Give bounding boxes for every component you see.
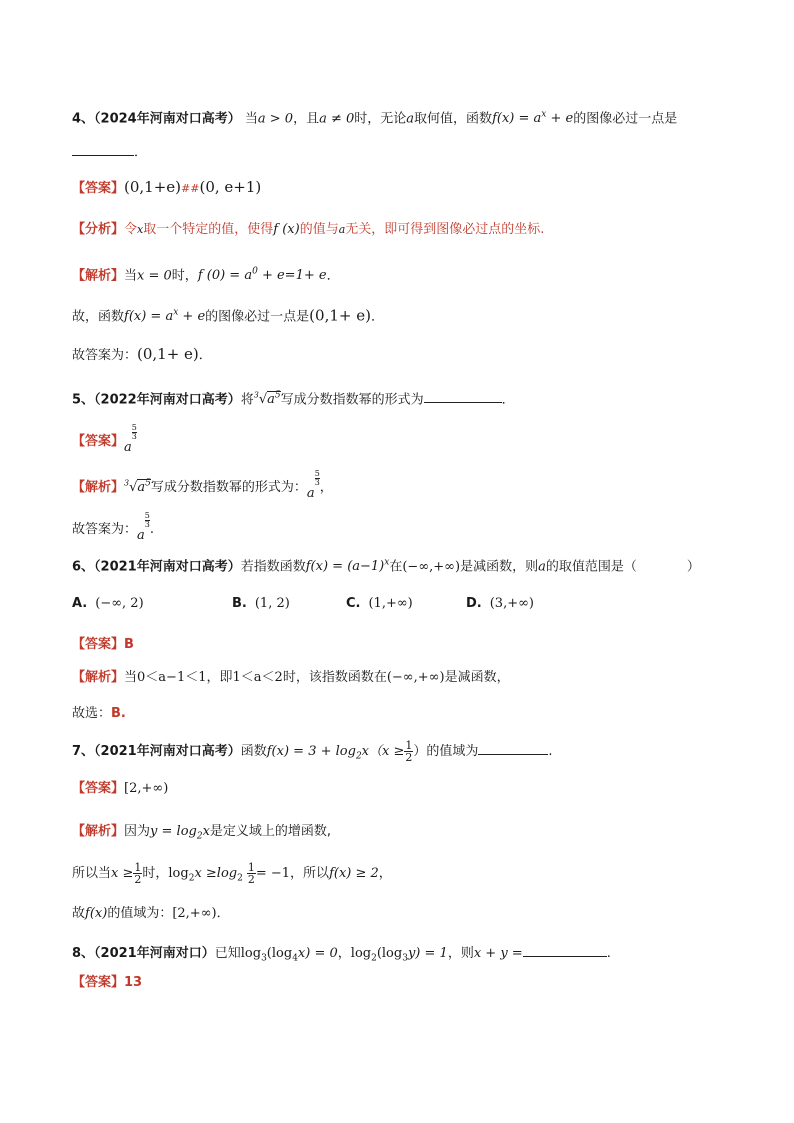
answer-label: 【答案】	[72, 975, 125, 990]
solution-text: 当	[124, 670, 138, 685]
question-text: ，则	[447, 946, 474, 961]
option-b[interactable]: B. (1, 2)	[232, 596, 290, 611]
solution-label: 【解析】	[72, 824, 125, 839]
solution-text: 是定义域上的增函数,	[209, 824, 332, 839]
final-answer-row	[72, 343, 734, 367]
options-row	[72, 593, 734, 615]
math-expression: (0,1+ e)	[309, 306, 371, 325]
radical-expression: $^3√a^5$	[253, 391, 281, 408]
answer-blank	[523, 942, 607, 957]
answer-value: [2,+∞)	[124, 781, 169, 796]
math-expression: 1＜a＜2	[232, 670, 283, 685]
answer-blank	[424, 388, 502, 403]
math-expression: (−∞,+∞)	[402, 559, 461, 575]
answer-row	[72, 634, 734, 656]
fraction: $\frac{1}{2}$	[405, 739, 413, 764]
solution-row	[72, 302, 734, 328]
solution-text: 时，	[142, 866, 169, 881]
answer-row	[72, 972, 734, 994]
answer-value: B	[124, 637, 134, 652]
math-expression: f(x) ≥ 2	[329, 866, 379, 881]
analysis-label: 【分析】	[72, 222, 125, 237]
solution-text: 写成分数指数幂的形式为：	[150, 480, 307, 495]
math-expression: （x ≥	[369, 744, 405, 759]
final-answer-row	[72, 512, 734, 547]
math-expression: $f(x) = (a-1)^x$	[305, 558, 390, 575]
math-expression: (−∞,+∞)	[386, 670, 445, 685]
punctuation: ．	[326, 268, 340, 284]
analysis-text: 的值与	[299, 222, 339, 237]
solution-text: 的图像必过一点是	[205, 309, 310, 325]
punctuation: ．	[198, 348, 212, 363]
punctuation: ．	[134, 145, 148, 160]
question-number: 8、	[72, 946, 95, 961]
math-expression: f $(0) = a^0 + e=1+ e$	[197, 267, 327, 284]
final-answer-text: 故	[72, 906, 86, 921]
solution-row	[72, 862, 734, 890]
math-expression: x + y =	[473, 946, 523, 961]
math-expression: a > 0	[257, 111, 294, 127]
question-text: 的值域为	[426, 744, 479, 759]
question-6	[72, 552, 734, 578]
question-number: 6、	[72, 559, 95, 575]
math-expression: ）	[413, 744, 427, 759]
punctuation: ．	[216, 906, 230, 921]
math-expression: $\log_3(\log_4x) = 0$	[240, 946, 338, 964]
question-source: （2024年河南对口高考）	[94, 111, 241, 127]
final-answer-text: 故答案为：	[72, 522, 138, 537]
math-expression: a ≠ 0	[319, 111, 355, 127]
solution-row	[72, 667, 734, 689]
question-text: 已知	[214, 946, 241, 961]
math-expression: $f(x) = a^x + e$	[124, 308, 206, 325]
solution-label: 【解析】	[72, 480, 125, 495]
solution-row	[72, 821, 734, 848]
punctuation: ，	[378, 866, 392, 881]
final-answer-row	[72, 903, 734, 925]
math-expression: $y = \log_2x$	[150, 824, 210, 842]
math-expression: a	[306, 486, 315, 501]
question-text: 在	[389, 559, 403, 575]
question-text: 函数	[240, 744, 267, 759]
question-text: 的取值范围是（	[545, 559, 637, 575]
math-expression: $f(x) = 3 + \log_2x$	[266, 744, 370, 762]
final-answer-text: 故选：	[72, 706, 112, 721]
solution-text: 所以当	[72, 866, 112, 881]
question-5	[72, 385, 734, 411]
math-expression: x ≥	[111, 866, 134, 881]
solution-row	[72, 261, 734, 287]
math-expression: f(x)	[85, 906, 108, 921]
analysis-row	[72, 219, 734, 241]
math-expression: f (x)	[273, 222, 300, 237]
answer-label: 【答案】	[72, 781, 125, 796]
solution-text: 当	[124, 268, 138, 284]
punctuation: ，	[319, 480, 333, 495]
solution-row	[72, 470, 734, 505]
fraction: $\frac{1}{2}$	[247, 861, 255, 886]
question-text: 若指数函数	[240, 559, 306, 575]
solution-text: ，即	[206, 670, 233, 685]
punctuation: .	[606, 946, 611, 961]
math-expression: $\log_2(\log_3y) = 1$	[350, 946, 448, 964]
answer-row	[72, 778, 734, 800]
answer-separator: ##	[181, 182, 200, 195]
solution-text: 故，函数	[72, 309, 125, 325]
option-a[interactable]: A. (−∞, 2)	[72, 596, 144, 611]
question-text: 将	[240, 392, 254, 408]
answer-blank	[72, 141, 134, 156]
question-source: （2022年河南对口高考）	[94, 392, 241, 408]
solution-label: 【解析】	[72, 268, 125, 284]
analysis-text: 取一个特定的值，使得	[143, 222, 274, 237]
final-answer-text: 的值域为：	[107, 906, 173, 921]
answer-blank-line	[72, 141, 734, 164]
final-answer-text: 故答案为：	[72, 348, 138, 363]
math-expression: x = 0	[137, 268, 172, 284]
question-4	[72, 104, 734, 130]
option-d[interactable]: D. (3,+∞)	[466, 596, 535, 611]
question-text: ）	[686, 559, 700, 575]
answer-value: (0, e+1)	[199, 178, 262, 196]
math-expression: a	[137, 528, 145, 543]
solution-text: 时，	[171, 268, 198, 284]
math-expression: $\log_2x \ge\log_2$	[168, 866, 243, 884]
question-number: 5、	[72, 392, 95, 408]
question-source: （2021年河南对口）	[94, 946, 215, 961]
question-text: 取何值，函数	[414, 111, 493, 127]
final-answer-row	[72, 703, 734, 725]
answer-row	[72, 176, 734, 200]
question-text: 时，无论	[354, 111, 407, 127]
radical-expression: $^3√a^5$	[124, 478, 151, 495]
question-source: （2021年河南对口高考）	[94, 559, 241, 575]
analysis-text: 令	[124, 222, 138, 237]
punctuation: .	[548, 744, 553, 759]
analysis-text: 无关，即可得到图像必过点的坐标.	[345, 222, 545, 237]
question-text: ，且	[293, 111, 320, 127]
answer-label: 【答案】	[72, 637, 125, 652]
punctuation: .	[149, 522, 155, 537]
math-expression: a	[124, 440, 132, 455]
math-expression: $f(x) = a^x + e$	[492, 110, 574, 127]
fraction-exponent: $\frac{5}{3}$	[314, 469, 320, 487]
question-8	[72, 942, 734, 970]
question-7	[72, 740, 734, 768]
math-expression: a	[338, 223, 346, 236]
solution-text: ，所以	[290, 866, 330, 881]
fraction-exponent: $\frac{5}{3}$	[144, 511, 150, 529]
answer-label: 【答案】	[72, 181, 125, 196]
punctuation: ．	[370, 309, 384, 325]
solution-text: 因为	[124, 824, 151, 839]
solution-label: 【解析】	[72, 670, 125, 685]
question-text: 是减函数，则	[460, 559, 539, 575]
question-text: 的图像必过一点是	[573, 111, 678, 127]
answer-blank	[478, 740, 548, 755]
punctuation: ．	[501, 392, 515, 408]
math-expression: = −1	[255, 866, 291, 881]
answer-value: B.	[111, 706, 126, 721]
question-number: 4、	[72, 111, 95, 127]
math-expression: a	[538, 559, 546, 575]
question-number: 7、	[72, 744, 95, 759]
math-expression: a	[406, 111, 415, 127]
math-expression: (0,1+ e)	[137, 345, 199, 363]
math-expression: x	[137, 223, 144, 236]
answer-value: 13	[124, 975, 143, 990]
fraction: $\frac{1}{2}$	[134, 861, 142, 886]
solution-text: 时，该指数函数在	[282, 670, 387, 685]
option-c[interactable]: C. (1,+∞)	[346, 596, 413, 611]
answer-row	[72, 424, 734, 459]
answer-value: (0,1+e)	[124, 178, 182, 196]
fraction-exponent: $\frac{5}{3}$	[131, 423, 137, 441]
question-text: 写成分数指数幂的形式为	[280, 392, 424, 408]
math-expression: [2,+∞)	[172, 906, 217, 921]
punctuation: ，	[337, 946, 351, 961]
solution-text: 是减函数，	[444, 670, 510, 685]
math-expression: 0＜a−1＜1	[137, 670, 207, 685]
question-text: 当	[240, 111, 258, 127]
question-source: （2021年河南对口高考）	[94, 744, 241, 759]
answer-label: 【答案】	[72, 434, 125, 449]
